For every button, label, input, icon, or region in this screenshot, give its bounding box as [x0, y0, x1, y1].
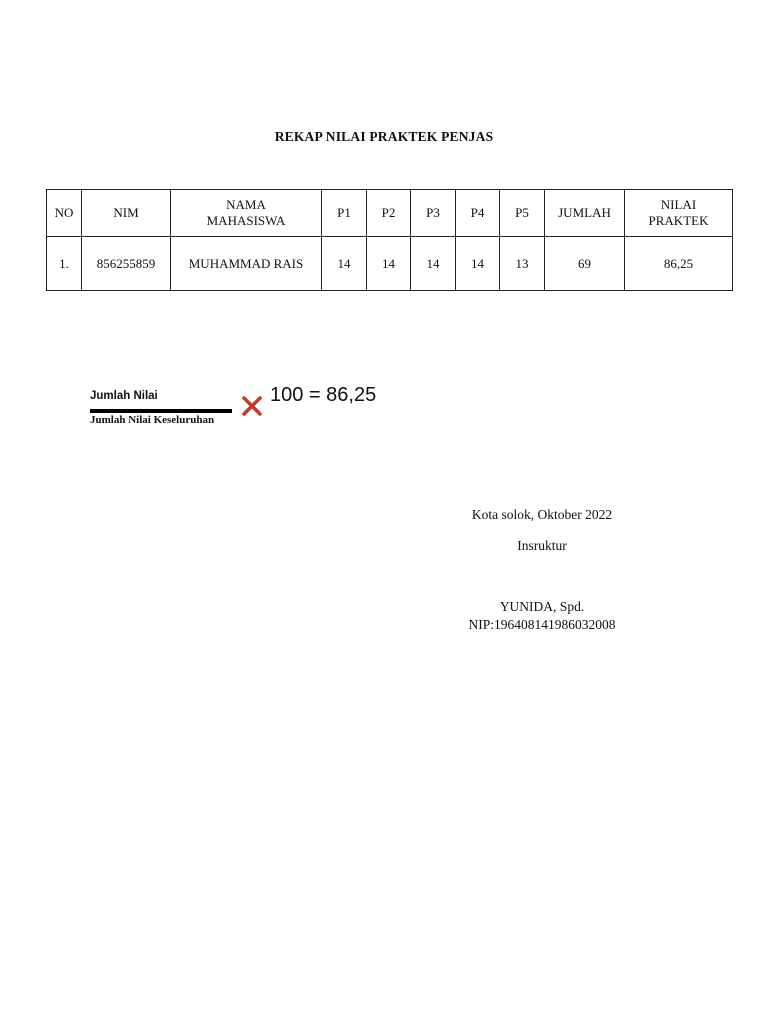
signature-name: YUNIDA, Spd. — [499, 599, 585, 614]
header-cell: P5 — [500, 190, 545, 237]
table-cell: 14 — [322, 237, 367, 291]
header-cell: NAMA MAHASISWA — [171, 190, 322, 237]
table-cell: MUHAMMAD RAIS — [171, 237, 322, 291]
header-cell: NILAI PRAKTEK — [625, 190, 733, 237]
header-cell: P4 — [456, 190, 500, 237]
signature-nip: NIP:196408141986032008 — [468, 617, 616, 632]
header-cell: P3 — [411, 190, 456, 237]
score-formula — [90, 390, 240, 424]
document-title: REKAP NILAI PRAKTEK PENJAS — [274, 129, 494, 144]
signature-place-date: Kota solok, Oktober 2022 — [471, 507, 613, 522]
table-cell: 14 — [367, 237, 411, 291]
formula-result: 100 = 86,25 — [270, 384, 377, 406]
table-cell: 86,25 — [625, 237, 733, 291]
table-row — [47, 237, 733, 291]
table-header-row — [47, 190, 733, 237]
header-cell: NO — [47, 190, 82, 237]
header-cell: JUMLAH — [545, 190, 625, 237]
table-cell: 14 — [411, 237, 456, 291]
table-cell: 13 — [500, 237, 545, 291]
table-cell: 14 — [456, 237, 500, 291]
signature-role: Insruktur — [517, 538, 567, 553]
times-icon — [241, 395, 263, 417]
header-cell: P2 — [367, 190, 411, 237]
table-cell: 856255859 — [82, 237, 171, 291]
grades-table — [46, 189, 733, 291]
header-cell: NIM — [82, 190, 171, 237]
header-cell: P1 — [322, 190, 367, 237]
formula-denominator: Jumlah Nilai Keseluruhan — [90, 414, 215, 424]
fraction-bar — [90, 409, 232, 413]
table-cell: 1. — [47, 237, 82, 291]
formula-numerator: Jumlah Nilai — [90, 390, 158, 402]
table-cell: 69 — [545, 237, 625, 291]
